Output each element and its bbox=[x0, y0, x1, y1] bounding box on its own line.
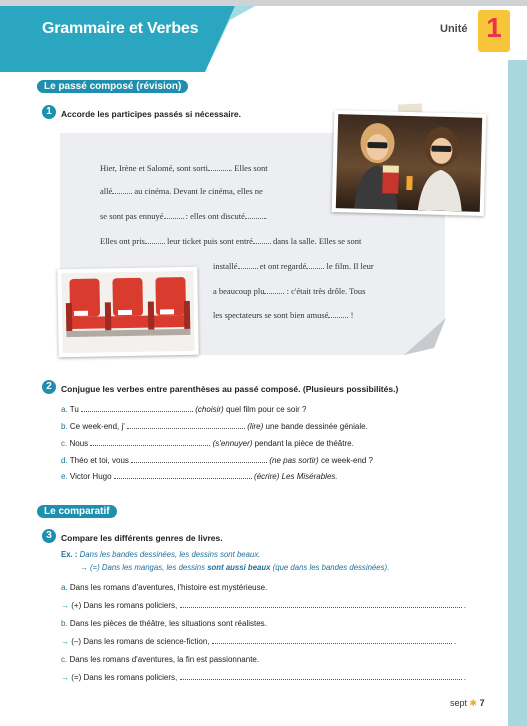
item-text: Dans les pièces de théâtre, les situations sont réalistes. bbox=[69, 619, 267, 628]
item-letter: b. bbox=[61, 619, 68, 628]
item-after: ce week-end ? bbox=[320, 456, 373, 465]
item-text: Dans les romans d'aventures, l'histoire est mystérieuse. bbox=[69, 583, 268, 592]
ex2-item-a bbox=[61, 405, 306, 414]
example-arrow-text: → (=) Dans les mangas, les dessins bbox=[80, 563, 206, 572]
answer-blank[interactable] bbox=[212, 637, 452, 644]
ex3-item-b bbox=[61, 619, 267, 628]
blank[interactable] bbox=[253, 236, 271, 244]
answer-blank[interactable] bbox=[81, 405, 193, 412]
ex1-line-4-text-c: dans la salle. Elles se sont bbox=[270, 236, 362, 246]
ex3-item-a bbox=[61, 583, 267, 592]
blank[interactable] bbox=[145, 236, 165, 244]
cinema-photo bbox=[332, 110, 487, 216]
ex2-item-c bbox=[61, 439, 354, 448]
example-bold: sont aussi beaux bbox=[207, 563, 271, 572]
item-before: Victor Hugo bbox=[69, 472, 112, 481]
item-letter: c. bbox=[61, 439, 68, 448]
answer-prefix: (+) Dans les romans policiers, bbox=[71, 601, 178, 610]
ex1-line-1 bbox=[100, 163, 268, 173]
example-line-1: Dans les bandes dessinées, les dessins sont beaux. bbox=[79, 550, 261, 559]
ex1-line-3-text-a: se sont pas ennuyé bbox=[100, 211, 164, 221]
item-verb: (lire) bbox=[247, 422, 264, 431]
cinema-seats-image bbox=[57, 267, 199, 357]
star-icon: ✱ bbox=[469, 698, 478, 708]
ex1-line-5-text-a: installé bbox=[213, 261, 238, 271]
exercise-1-instruction: Accorde les participes passés si nécessaire. bbox=[61, 109, 242, 119]
paper-curl bbox=[404, 318, 450, 358]
ex2-item-d bbox=[61, 456, 373, 465]
item-letter: e. bbox=[61, 472, 68, 481]
answer-blank[interactable] bbox=[131, 456, 267, 463]
item-verb: (ne pas sortir) bbox=[269, 456, 319, 465]
example-label: Ex. : bbox=[61, 550, 78, 559]
answer-prefix: (=) Dans les romans policiers, bbox=[71, 673, 178, 682]
ex3-answer-c: → (=) Dans les romans policiers, . bbox=[61, 673, 466, 682]
unit-label: Unité bbox=[440, 23, 468, 35]
item-letter: c. bbox=[61, 655, 68, 664]
item-before: Nous bbox=[69, 439, 89, 448]
item-before: Tu bbox=[69, 405, 79, 414]
ex1-line-3-text-c: . bbox=[264, 211, 268, 221]
item-letter: a. bbox=[61, 405, 68, 414]
blank[interactable] bbox=[264, 286, 284, 294]
blank[interactable] bbox=[208, 163, 230, 171]
ex2-item-e bbox=[61, 472, 338, 481]
answer-blank[interactable] bbox=[127, 422, 245, 429]
section-pill-passe-compose: Le passé composé (révision) bbox=[37, 80, 188, 93]
ex1-line-7 bbox=[213, 310, 353, 320]
ex3-example-answer bbox=[80, 563, 389, 572]
item-letter: a. bbox=[61, 583, 68, 592]
blank[interactable] bbox=[238, 261, 258, 269]
exercise-number-2: 2 bbox=[42, 380, 56, 394]
ex1-line-3-text-b: : elles ont discuté bbox=[183, 211, 245, 221]
header-banner bbox=[0, 6, 527, 72]
item-after: quel film pour ce soir ? bbox=[225, 405, 307, 414]
ex1-line-5-text-c: le film. Il leur bbox=[324, 261, 374, 271]
ex1-line-1-text-b: . Elles sont bbox=[230, 163, 268, 173]
ex3-answer-a: → (+) Dans les romans policiers, . bbox=[61, 601, 466, 610]
answer-blank[interactable] bbox=[114, 472, 252, 479]
ex1-line-5-text-b: et ont regardé bbox=[257, 261, 307, 271]
page-footer bbox=[450, 698, 485, 709]
item-verb: (choisir) bbox=[195, 405, 224, 414]
ex3-item-c bbox=[61, 655, 259, 664]
ex1-line-5 bbox=[213, 261, 374, 271]
item-letter: d. bbox=[61, 456, 68, 465]
ex1-line-6 bbox=[213, 286, 366, 296]
ex1-line-2-text-a: allé bbox=[100, 186, 113, 196]
exercise-number-1: 1 bbox=[42, 105, 56, 119]
ex3-answer-b: → (–) Dans les romans de science-fiction, . bbox=[61, 637, 457, 646]
item-after: pendant la pièce de théâtre. bbox=[254, 439, 354, 448]
ex3-example bbox=[61, 550, 260, 559]
item-after: Les Misérables. bbox=[281, 472, 338, 481]
arrow-icon: → bbox=[61, 673, 69, 682]
blank[interactable] bbox=[306, 261, 324, 269]
ex1-line-7-text-a: les spectateurs se sont bien amusé bbox=[213, 310, 329, 320]
ex1-line-4-text-b: leur ticket puis sont entré bbox=[164, 236, 253, 246]
side-strip bbox=[508, 60, 527, 726]
item-after: une bande dessinée géniale. bbox=[265, 422, 368, 431]
item-letter: b. bbox=[61, 422, 68, 431]
exercise-3-instruction: Compare les différents genres de livres. bbox=[61, 533, 223, 543]
item-verb: (écrire) bbox=[254, 472, 280, 481]
ex1-line-4 bbox=[100, 236, 361, 246]
exercise-number-3: 3 bbox=[42, 529, 56, 543]
page-word: sept bbox=[450, 698, 468, 708]
ex1-line-7-text-b: ! bbox=[348, 310, 354, 320]
ex1-line-6-text-a: a beaucoup plu bbox=[213, 286, 265, 296]
page-number: 7 bbox=[479, 698, 485, 708]
item-before: Théo et toi, vous bbox=[69, 456, 129, 465]
section-pill-comparatif: Le comparatif bbox=[37, 505, 117, 518]
ex1-line-6-text-b: : c'était très drôle. Tous bbox=[284, 286, 366, 296]
answer-blank[interactable] bbox=[90, 439, 210, 446]
answer-blank[interactable] bbox=[180, 673, 462, 680]
ex1-line-2 bbox=[100, 186, 263, 196]
blank[interactable] bbox=[245, 211, 268, 221]
unit-number: 1 bbox=[486, 12, 502, 43]
blank[interactable] bbox=[328, 310, 348, 318]
ex2-item-b bbox=[61, 422, 368, 431]
ex1-line-3 bbox=[100, 211, 267, 221]
blank[interactable] bbox=[164, 211, 184, 219]
arrow-icon: → bbox=[61, 601, 69, 610]
item-before: Ce week-end, j' bbox=[69, 422, 125, 431]
blank[interactable] bbox=[112, 186, 132, 194]
ex1-line-1-text-a: Hier, Irène et Salomé, sont sorti bbox=[100, 163, 209, 173]
answer-prefix: (–) Dans les romans de science-fiction, bbox=[71, 637, 210, 646]
ex1-line-2-text-b: au cinéma. Devant le cinéma, elles ne bbox=[132, 186, 263, 196]
arrow-icon: → bbox=[61, 637, 69, 646]
page-title: Grammaire et Verbes bbox=[42, 20, 199, 37]
example-tail: (que dans les bandes dessinées). bbox=[272, 563, 390, 572]
answer-blank[interactable] bbox=[180, 601, 462, 608]
item-text: Dans les romans d'aventures, la fin est passionnante. bbox=[69, 655, 260, 664]
ex1-line-4-text-a: Elles ont pris bbox=[100, 236, 145, 246]
item-verb: (s'ennuyer) bbox=[212, 439, 253, 448]
exercise-2-instruction: Conjugue les verbes entre parenthèses au passé composé. (Plusieurs possibilités.) bbox=[61, 384, 399, 394]
